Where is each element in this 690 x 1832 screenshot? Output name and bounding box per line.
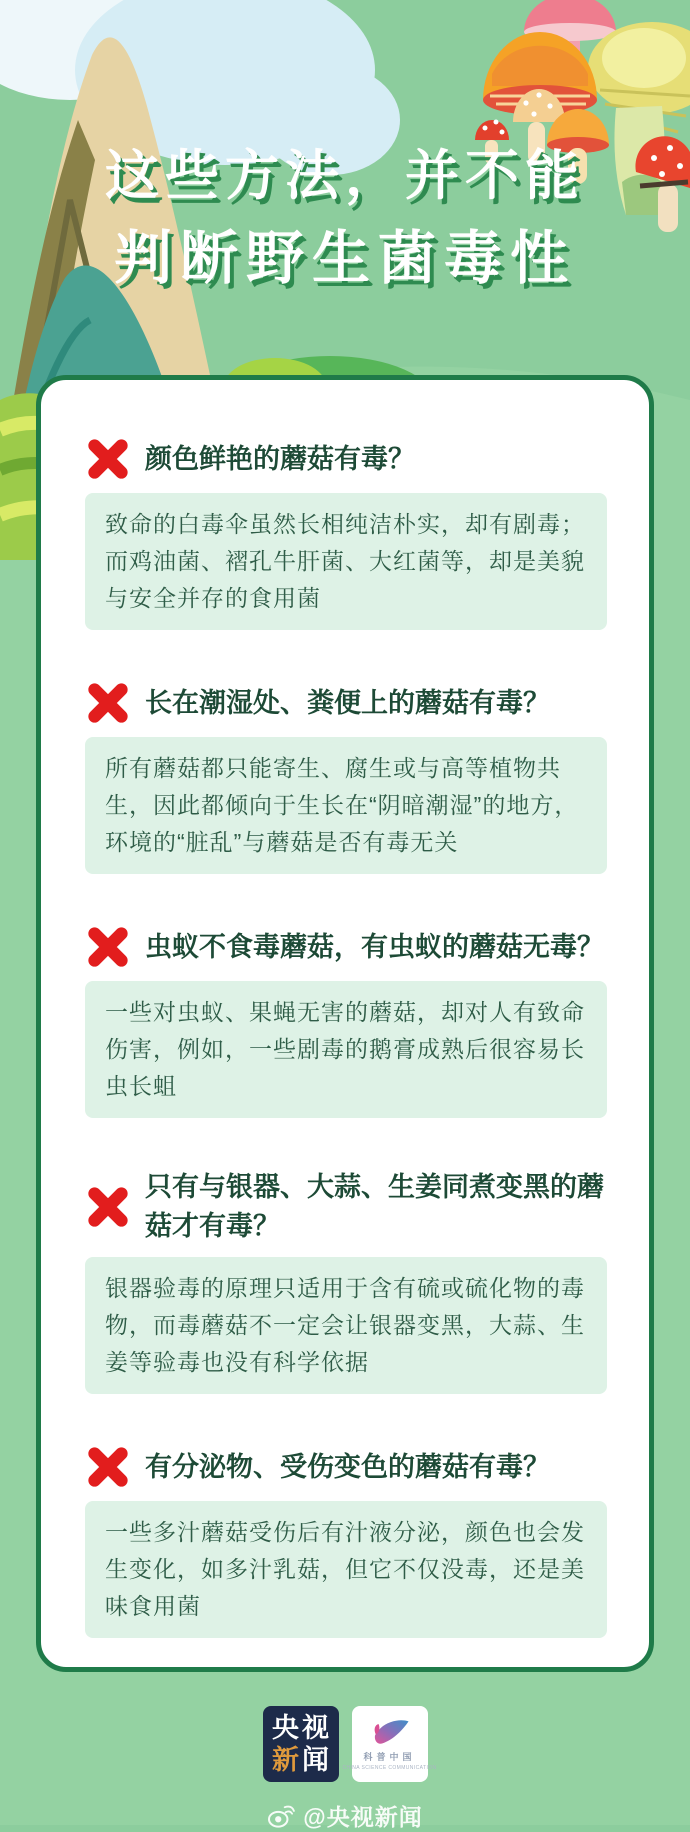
myth-question: 只有与银器、大蒜、生姜同煮变黑的蘑菇才有毒？ bbox=[145, 1172, 604, 1241]
x-mark-icon bbox=[85, 924, 131, 970]
x-mark-icon bbox=[85, 436, 131, 482]
myth-question: 虫蚁不食毒蘑菇，有虫蚁的蘑菇无毒？ bbox=[145, 931, 604, 962]
myth-answer: 一些对虫蚁、果蝇无害的蘑菇，却对人有致命伤害，例如，一些剧毒的鹅膏成熟后很容易长虫长蛆 bbox=[85, 981, 607, 1118]
poster-title bbox=[0, 140, 690, 298]
content-card bbox=[36, 375, 654, 1672]
myth-section-2 bbox=[85, 680, 607, 874]
weibo-credit bbox=[267, 1799, 422, 1832]
myth-section-1 bbox=[85, 436, 607, 630]
kepu-china-logo bbox=[342, 1706, 437, 1782]
kepu-china-logo-subtitle: CHINA SCIENCE COMMUNICATION bbox=[342, 1765, 437, 1771]
cctv-logo-char: 新 bbox=[272, 1745, 299, 1775]
myth-heading-row bbox=[85, 1444, 607, 1490]
weibo-icon bbox=[267, 1804, 295, 1828]
myth-heading-row bbox=[85, 1168, 607, 1246]
cctv-logo-char: 闻 bbox=[302, 1745, 329, 1775]
myth-section-5 bbox=[85, 1444, 607, 1638]
cctv-logo-row bbox=[272, 1745, 329, 1775]
myth-section-4 bbox=[85, 1168, 607, 1394]
x-mark-icon bbox=[85, 1184, 131, 1230]
cctv-news-logo bbox=[263, 1706, 339, 1782]
myth-question: 有分泌物、受伤变色的蘑菇有毒？ bbox=[145, 1451, 550, 1482]
myth-question: 颜色鲜艳的蘑菇有毒？ bbox=[145, 443, 415, 474]
kepu-china-logo-mark bbox=[368, 1717, 412, 1747]
myth-answer: 所有蘑菇都只能寄生、腐生或与高等植物共生，因此都倾向于生长在“阴暗潮湿”的地方，环境的“脏乱”与蘑菇是否有毒无关 bbox=[85, 737, 607, 874]
myth-heading-row bbox=[85, 436, 607, 482]
myth-section-3 bbox=[85, 924, 607, 1118]
cctv-logo-char: 央 bbox=[272, 1713, 299, 1743]
cctv-logo-char: 视 bbox=[302, 1713, 329, 1743]
weibo-handle: @央视新闻 bbox=[303, 1804, 423, 1830]
footer-logos bbox=[263, 1706, 437, 1782]
cctv-logo-row bbox=[272, 1713, 329, 1743]
poster-title-line2: 判断野生菌毒性 bbox=[113, 226, 576, 291]
myth-heading-row bbox=[85, 680, 607, 726]
x-mark-icon bbox=[85, 1444, 131, 1490]
footer bbox=[0, 1692, 690, 1832]
x-mark-icon bbox=[85, 680, 131, 726]
myth-answer: 致命的白毒伞虽然长相纯洁朴实，却有剧毒；而鸡油菌、褶孔牛肝菌、大红菌等，却是美貌与安全并存的食用菌 bbox=[85, 493, 607, 630]
poster-title-line1: 这些方法，并不能 bbox=[105, 146, 585, 206]
myth-question: 长在潮湿处、粪便上的蘑菇有毒？ bbox=[145, 687, 550, 718]
myth-heading-row bbox=[85, 924, 607, 970]
myth-answer: 银器验毒的原理只适用于含有硫或硫化物的毒物，而毒蘑菇不一定会让银器变黑，大蒜、生姜等验毒也没有科学依据 bbox=[85, 1257, 607, 1394]
myth-answer: 一些多汁蘑菇受伤后有汁液分泌，颜色也会发生变化，如多汁乳菇，但它不仅没毒，还是美味食用菌 bbox=[85, 1501, 607, 1638]
kepu-china-logo-name: 科普中国 bbox=[363, 1752, 416, 1762]
